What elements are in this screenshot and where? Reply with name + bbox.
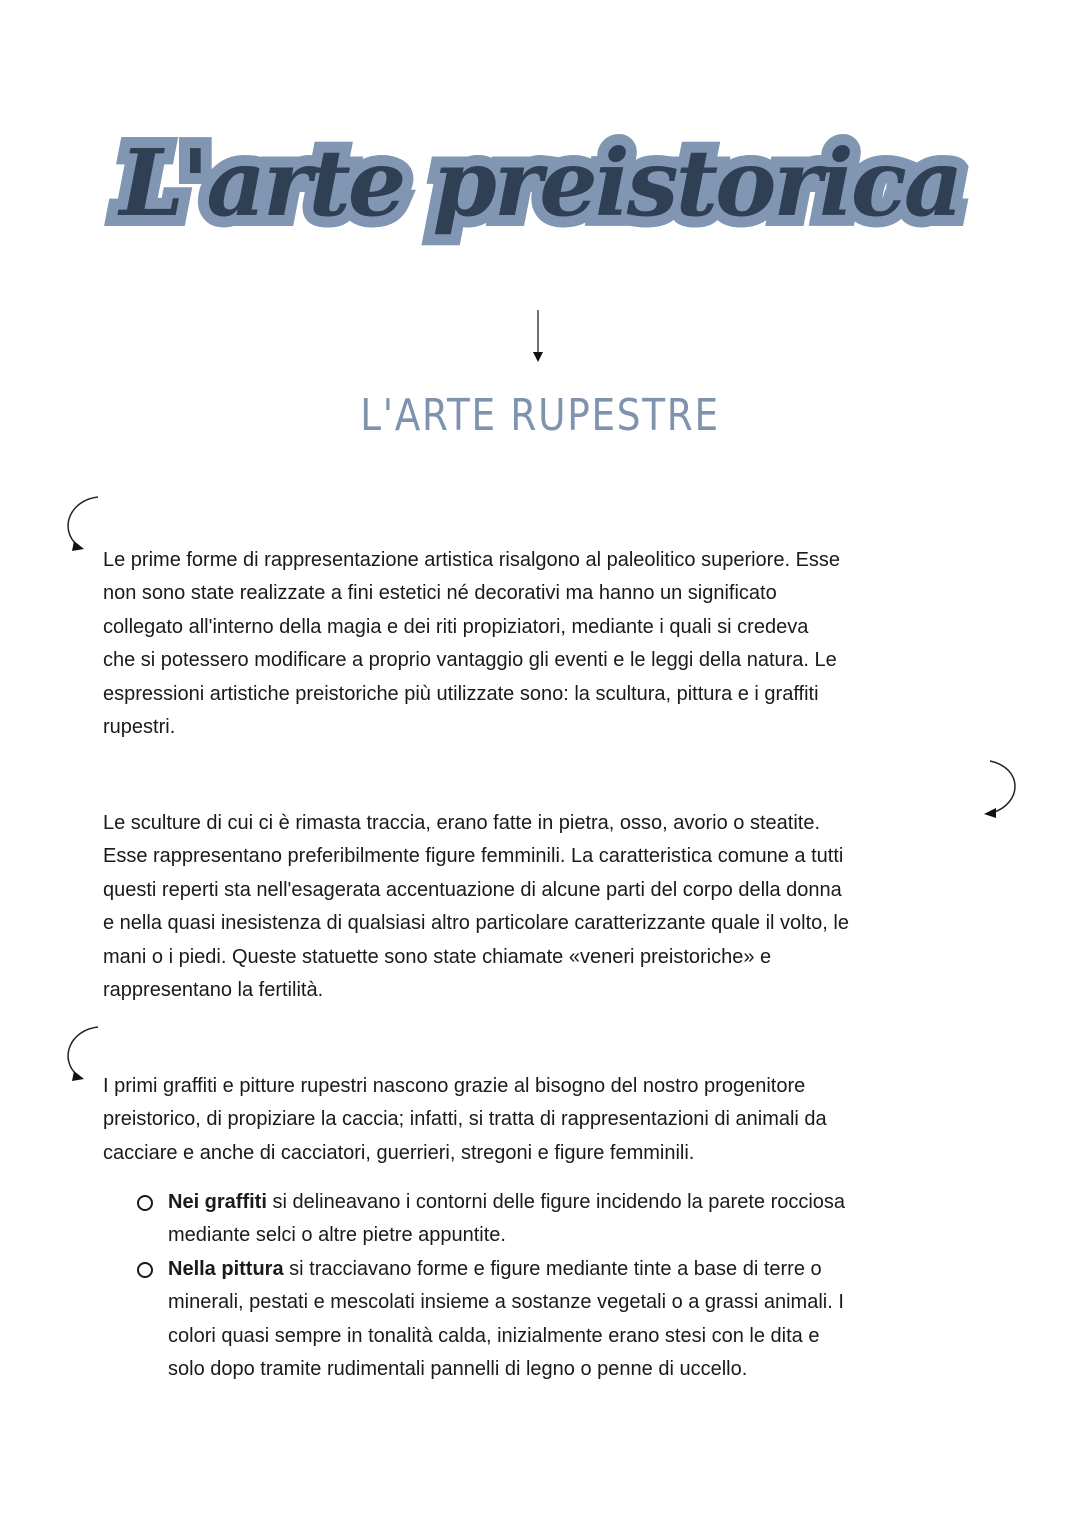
text-line: rappresentano la fertilità. — [103, 978, 324, 1001]
text-line: Esse rappresentano preferibilmente figure femminili. La caratteristica comune a tutti — [103, 845, 844, 868]
text-line: e nella quasi inesistenza di qualsiasi altro particolare caratterizzante quale il volto, le — [103, 912, 849, 935]
text-line: cacciare e anche di cacciatori, guerrieri, stregoni e figure femminili. — [103, 1141, 695, 1164]
page-title: L'arte preistorica — [119, 129, 961, 237]
circle-bullet-icon — [137, 1195, 153, 1211]
text-line: mediante selci o altre pietre appuntite. — [168, 1224, 506, 1247]
curved-arrow-icon — [60, 1024, 105, 1084]
text-line: colori quasi sempre in tonalità calda, inizialmente erano stesi con le dita e — [168, 1324, 820, 1347]
text-line: preistorico, di propiziare la caccia; infatti, si tratta di rappresentazioni di animali da — [103, 1108, 827, 1131]
text-line: solo dopo tramite rudimentali pannelli di legno o penne di uccello. — [168, 1358, 748, 1381]
text-line: Le sculture di cui ci è rimasta traccia, erano fatte in pietra, osso, avorio o steatite. — [103, 812, 821, 834]
text-line: rupestri. — [103, 715, 176, 738]
text-line: Le prime forme di rappresentazione artistica risalgono al paleolitico superiore. Esse — [103, 549, 841, 571]
curved-arrow-icon — [60, 494, 105, 554]
bullet-item — [135, 1253, 845, 1387]
section-heading: L'ARTE RUPESTRE — [360, 390, 720, 441]
paragraph-graffiti — [103, 1070, 827, 1170]
text-line: si delineavano i contorni delle figure incidendo la parete rocciosa — [266, 1191, 846, 1213]
circle-bullet-icon — [137, 1262, 153, 1278]
text-line: I primi graffiti e pitture rupestri nascono grazie al bisogno del nostro progenitore — [103, 1075, 806, 1097]
text-line: questi reperti sta nell'esagerata accentuazione di alcune parti del corpo della donna — [103, 878, 842, 901]
paragraph-intro — [103, 544, 840, 744]
text-line: non sono state realizzate a fini estetici né decorativi ma hanno un significato — [103, 582, 777, 605]
paragraph-sculptures — [103, 807, 849, 1007]
text-line: che si potessero modificare a proprio vantaggio gli eventi e le leggi della natura. Le — [103, 649, 837, 672]
bullet-list — [135, 1186, 845, 1386]
curved-arrow-icon — [978, 758, 1023, 820]
bullet-item — [135, 1186, 845, 1253]
text-line: collegato all'interno della magia e dei riti propiziatori, mediante i quali si credeva — [103, 615, 809, 638]
text-line: minerali, pestati e mescolati insieme a sostanze vegetali o a grassi animali. I — [168, 1291, 844, 1314]
bullet-bold-lead: Nella pittura — [168, 1257, 284, 1280]
text-line: espressioni artistiche preistoriche più utilizzate sono: la scultura, pittura e i graffiti — [103, 682, 819, 705]
text-line: mani o i piedi. Queste statuette sono state chiamate «veneri preistoriche» e — [103, 945, 772, 968]
down-arrow-icon — [530, 310, 546, 366]
bullet-bold-lead: Nei graffiti — [168, 1191, 267, 1213]
text-line: si tracciavano forme e figure mediante tinte a base di terre o — [283, 1257, 822, 1280]
